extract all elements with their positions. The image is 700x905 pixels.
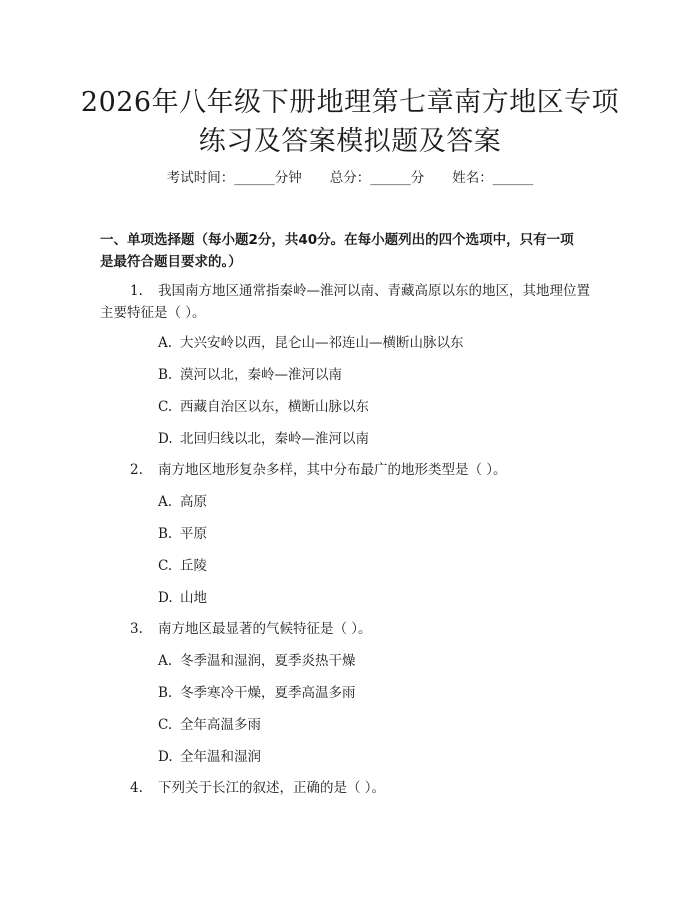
question-4	[130, 778, 385, 798]
question-3-option-a	[158, 651, 356, 671]
question-2-option-d	[158, 588, 207, 608]
question-text: 我国南方地区通常指秦岭—淮河以南、青藏高原以东的地区，其地理位置	[158, 283, 590, 299]
student-name-field: 姓名：______	[452, 170, 534, 186]
question-1-option-a	[158, 333, 464, 353]
option-text: 冬季寒冷干燥，夏季高温多雨	[180, 685, 356, 701]
question-2-option-c	[158, 556, 207, 576]
question-3-option-d	[158, 747, 261, 767]
option-text: 丘陵	[180, 558, 207, 574]
question-1-continuation: 主要特征是（ ）。	[100, 305, 206, 321]
question-text: 南方地区最显著的气候特征是（ ）。	[158, 621, 372, 637]
option-text: 高原	[180, 494, 207, 510]
option-letter: D.	[158, 431, 173, 447]
option-letter: A.	[158, 335, 173, 351]
question-number: 1.	[130, 283, 143, 299]
option-letter: B.	[158, 367, 173, 383]
exam-time-field: 考试时间：______分钟	[166, 170, 302, 186]
total-score-field: 总分：______分	[329, 170, 425, 186]
option-letter: A.	[158, 494, 173, 510]
option-text: 漠河以北，秦岭—淮河以南	[180, 367, 342, 383]
question-2	[130, 460, 507, 480]
option-letter: C.	[158, 558, 173, 574]
question-3	[130, 619, 372, 639]
question-text: 下列关于长江的叙述，正确的是（ ）。	[158, 780, 386, 796]
option-letter: C.	[158, 717, 173, 733]
question-number: 4.	[130, 780, 143, 796]
question-1	[130, 281, 590, 301]
option-text: 山地	[180, 590, 207, 606]
option-text: 冬季温和湿润，夏季炎热干燥	[180, 653, 356, 669]
question-2-option-a	[158, 492, 207, 512]
option-letter: C.	[158, 399, 173, 415]
option-text: 全年温和湿润	[180, 749, 261, 765]
section-heading-line-1: 一、单项选择题（每小题2分，共40分。在每小题列出的四个选项中，只有一项	[100, 232, 574, 248]
option-letter: B.	[158, 685, 173, 701]
option-text: 全年高温多雨	[180, 717, 261, 733]
option-text: 北回归线以北，秦岭—淮河以南	[180, 431, 369, 447]
page-title-line-2: 练习及答案模拟题及答案	[198, 126, 502, 157]
question-1-option-c	[158, 397, 369, 417]
question-number: 2.	[130, 462, 143, 478]
question-text: 南方地区地形复杂多样，其中分布最广的地形类型是（ ）。	[158, 462, 507, 478]
option-letter: D.	[158, 749, 173, 765]
question-1-option-b	[158, 365, 342, 385]
question-3-option-b	[158, 683, 356, 703]
question-2-option-b	[158, 524, 207, 544]
option-letter: D.	[158, 590, 173, 606]
option-text: 大兴安岭以西，昆仑山—祁连山—横断山脉以东	[180, 335, 464, 351]
exam-meta	[0, 168, 700, 188]
option-text: 西藏自治区以东，横断山脉以东	[180, 399, 369, 415]
option-text: 平原	[180, 526, 207, 542]
question-number: 3.	[130, 621, 143, 637]
page-title-line-1: 2026年八年级下册地理第七章南方地区专项	[80, 87, 620, 118]
question-3-option-c	[158, 715, 261, 735]
option-letter: B.	[158, 526, 173, 542]
question-1-option-d	[158, 429, 369, 449]
option-letter: A.	[158, 653, 173, 669]
section-heading-line-2: 是最符合题目要求的。）	[100, 254, 242, 270]
